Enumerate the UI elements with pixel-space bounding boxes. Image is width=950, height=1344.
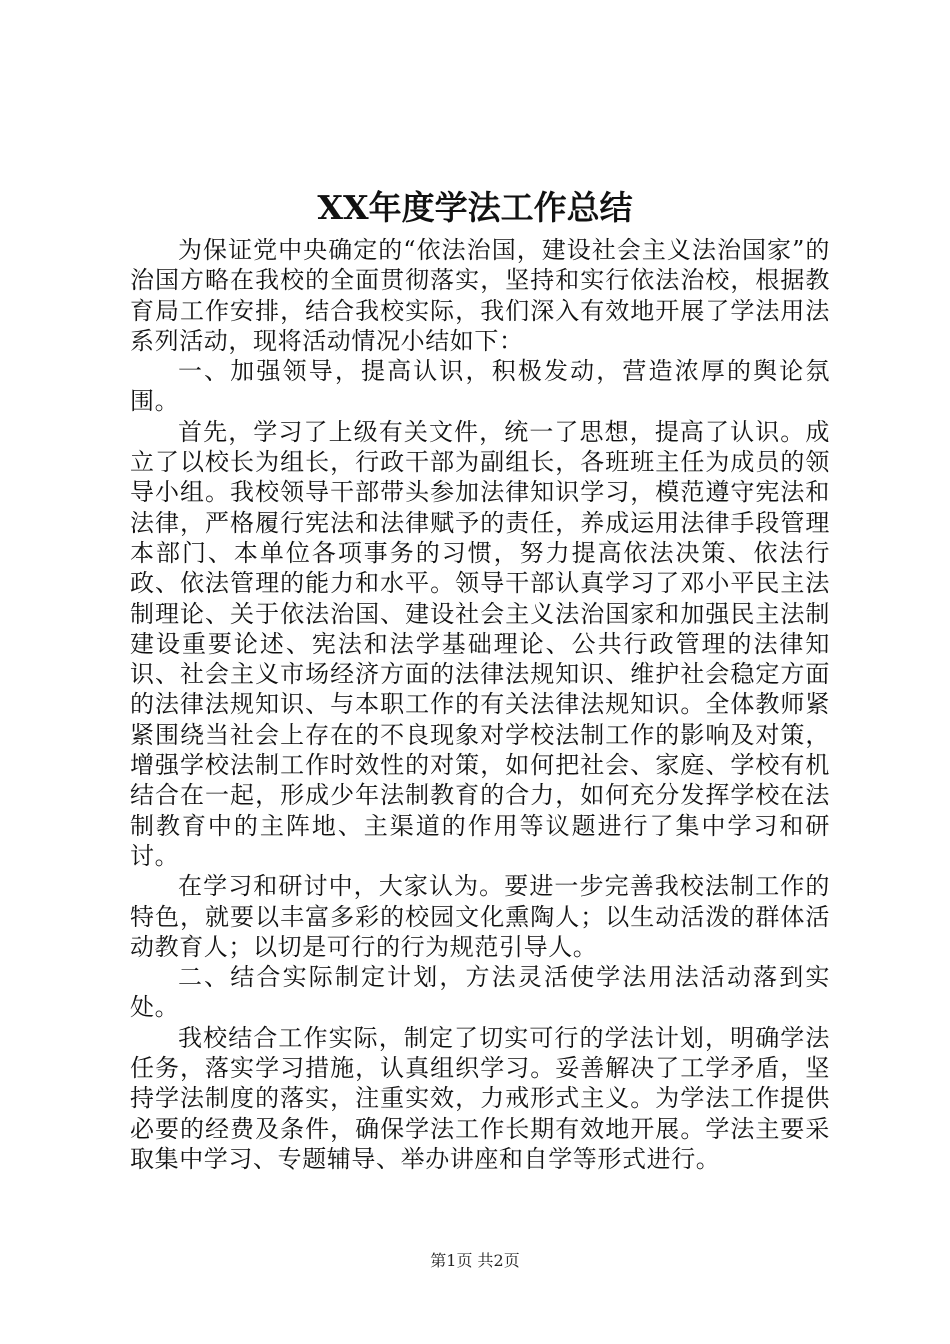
paragraph-intro: 为保证党中央确定的“依法治国，建设社会主义法治国家”的治国方略在我校的全面贯彻落实，坚持和实行依法治校，根据教育局工作安排，结合我校实际，我们深入有效地开展了学法用法系列活动，现将活动情况小结如下：: [130, 236, 830, 355]
section-heading-2: 二、结合实际制定计划，方法灵活使学法用法活动落到实处。: [130, 963, 830, 1022]
paragraph-discussion: 在学习和研讨中，大家认为。要进一步完善我校法制工作的特色，就要以丰富多彩的校园文化熏陶人；以生动活泼的群体活动教育人；以切是可行的行为规范引导人。: [130, 872, 830, 961]
document-body: [130, 235, 830, 1174]
document-title: XX年度学法工作总结: [317, 188, 633, 227]
section-heading-1: 一、加强领导，提高认识，积极发动，营造浓厚的舆论氛围。: [130, 357, 830, 416]
paragraph-plan: 我校结合工作实际，制定了切实可行的学法计划，明确学法任务，落实学习措施，认真组织学习。妥善解决了工学矛盾，坚持学法制度的落实，注重实效，力戒形式主义。为学法工作提供必要的经费及条件，确保学法工作长期有效地开展。学法主要采取集中学习、专题辅导、举办讲座和自学等形式进行。: [130, 1023, 830, 1173]
paragraph-leadership: 首先，学习了上级有关文件，统一了思想，提高了认识。成立了以校长为组长，行政干部为副组长，各班班主任为成员的领导小组。我校领导干部带头参加法律知识学习，模范遵守宪法和法律，严格履行宪法和法律赋予的责任，养成运用法律手段管理本部门、本单位各项事务的习惯，努力提高依法决策、依法行政、依法管理的能力和水平。领导干部认真学习了邓小平民主法制理论、关于依法治国、建设社会主义法治国家和加强民主法制建设重要论述、宪法和法学基础理论、公共行政管理的法律知识、社会主义市场经济方面的法律法规知识、维护社会稳定方面的法律法规知识、与本职工作的有关法律法规知识。全体教师紧紧围绕当社会上存在的不良现象对学校法制工作的影响及对策，增强学校法制工作时效性的对策，如何把社会、家庭、学校有机结合在一起，形成少年法制教育的合力，如何充分发挥学校在法制教育中的主阵地、主渠道的作用等议题进行了集中学习和研讨。: [130, 417, 830, 870]
page-number: 第1页 共2页: [430, 1251, 520, 1270]
